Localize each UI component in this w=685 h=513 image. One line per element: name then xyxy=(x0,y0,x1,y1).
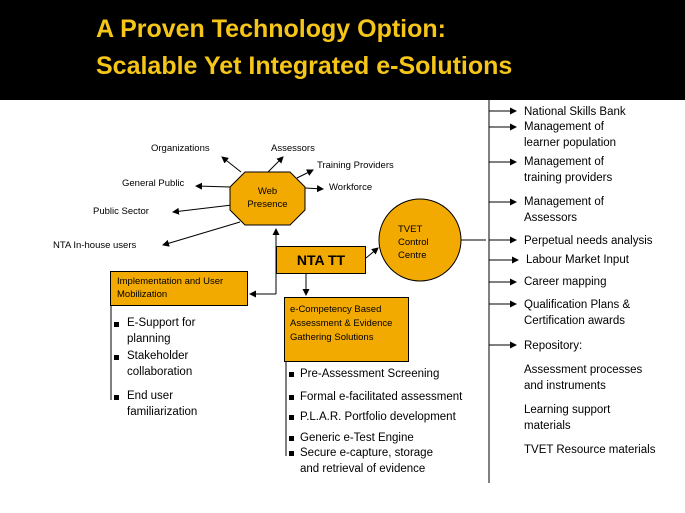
competency-item-6: and retrieval of evidence xyxy=(300,463,426,475)
competency-item-3: P.L.A.R. Portfolio development xyxy=(300,411,456,423)
right-item-10-line1: Assessment processes xyxy=(524,364,643,376)
spoke-label-organizations: Organizations xyxy=(151,143,210,154)
implementation-item-2-line1: Stakeholder xyxy=(127,350,189,362)
bullet xyxy=(289,436,294,441)
right-item-4-line2: Assessors xyxy=(524,212,578,224)
spoke-public-sector xyxy=(173,205,232,212)
right-item-8-line1: Qualification Plans & xyxy=(524,299,631,311)
right-item-3-line1: Management of xyxy=(524,156,604,168)
implementation-item-1-line2: planning xyxy=(127,333,171,345)
bullet xyxy=(114,395,119,400)
control-centre-line1: TVET xyxy=(398,224,423,235)
right-item-1: National Skills Bank xyxy=(524,106,626,118)
competency-box xyxy=(284,297,409,362)
spoke-label-training-providers: Training Providers xyxy=(317,160,394,171)
spoke-label-general-public: General Public xyxy=(122,178,185,189)
control-centre-line2: Control xyxy=(398,237,429,248)
competency-item-1: Pre-Assessment Screening xyxy=(300,368,440,380)
competency-item-2: Formal e-facilitated assessment xyxy=(300,391,463,403)
spoke-general-public xyxy=(196,186,230,187)
spoke-label-nta-inhouse: NTA In-house users xyxy=(53,240,137,251)
implementation-box-line1: Implementation and User xyxy=(117,276,224,287)
competency-box-line3: Gathering Solutions xyxy=(290,332,374,343)
web-presence-label-1: Web xyxy=(257,186,278,197)
competency-box-line2: Assessment & Evidence xyxy=(290,318,393,329)
bullet xyxy=(289,415,294,420)
right-item-3-line2: training providers xyxy=(524,172,613,184)
right-item-6: Labour Market Input xyxy=(526,254,629,266)
right-item-11-line1: Learning support xyxy=(524,404,611,416)
bullet xyxy=(114,355,119,360)
competency-item-5: Secure e-capture, storage xyxy=(300,447,433,459)
implementation-item-3-line1: End user xyxy=(127,390,174,402)
right-item-11-line2: materials xyxy=(524,420,571,432)
bullet xyxy=(289,451,294,456)
bullet xyxy=(289,395,294,400)
bullet xyxy=(114,322,119,327)
implementation-box-line2: Mobilization xyxy=(117,289,168,300)
nta-tt-box xyxy=(276,246,366,274)
spoke-assessors xyxy=(268,157,283,172)
spoke-training-providers xyxy=(297,170,313,178)
right-item-9: Repository: xyxy=(524,340,583,352)
spoke-workforce xyxy=(305,188,323,189)
nta-tt-label: NTA TT xyxy=(296,252,346,268)
right-item-8-line2: Certification awards xyxy=(524,315,625,327)
right-item-7: Career mapping xyxy=(524,276,607,288)
competency-box-line1: e-Competency Based xyxy=(290,304,382,315)
spoke-label-assessors: Assessors xyxy=(271,143,315,154)
web-presence-label-2: Presence xyxy=(247,199,288,210)
right-item-2-line2: learner population xyxy=(524,137,617,149)
competency-item-4: Generic e-Test Engine xyxy=(300,432,414,444)
spoke-label-workforce: Workforce xyxy=(329,182,373,193)
right-item-5: Perpetual needs analysis xyxy=(524,235,653,247)
slide-title-line1: A Proven Technology Option: xyxy=(96,15,446,43)
right-item-4-line1: Management of xyxy=(524,196,604,208)
implementation-item-1-line1: E-Support for xyxy=(127,317,196,329)
implementation-box xyxy=(110,271,248,306)
arrow-to-control-centre xyxy=(366,248,378,258)
spoke-nta-inhouse xyxy=(163,222,240,245)
spoke-organizations xyxy=(222,157,241,172)
right-item-12: TVET Resource materials xyxy=(524,444,656,456)
right-item-2-line1: Management of xyxy=(524,121,604,133)
implementation-item-3-line2: familiarization xyxy=(127,406,198,418)
spoke-label-public-sector: Public Sector xyxy=(93,206,149,217)
control-centre-line3: Centre xyxy=(398,250,427,261)
implementation-item-2-line2: collaboration xyxy=(127,366,193,378)
slide-title-line2: Scalable Yet Integrated e-Solutions xyxy=(96,52,513,80)
bullet xyxy=(289,372,294,377)
right-item-10-line2: and instruments xyxy=(524,380,606,392)
